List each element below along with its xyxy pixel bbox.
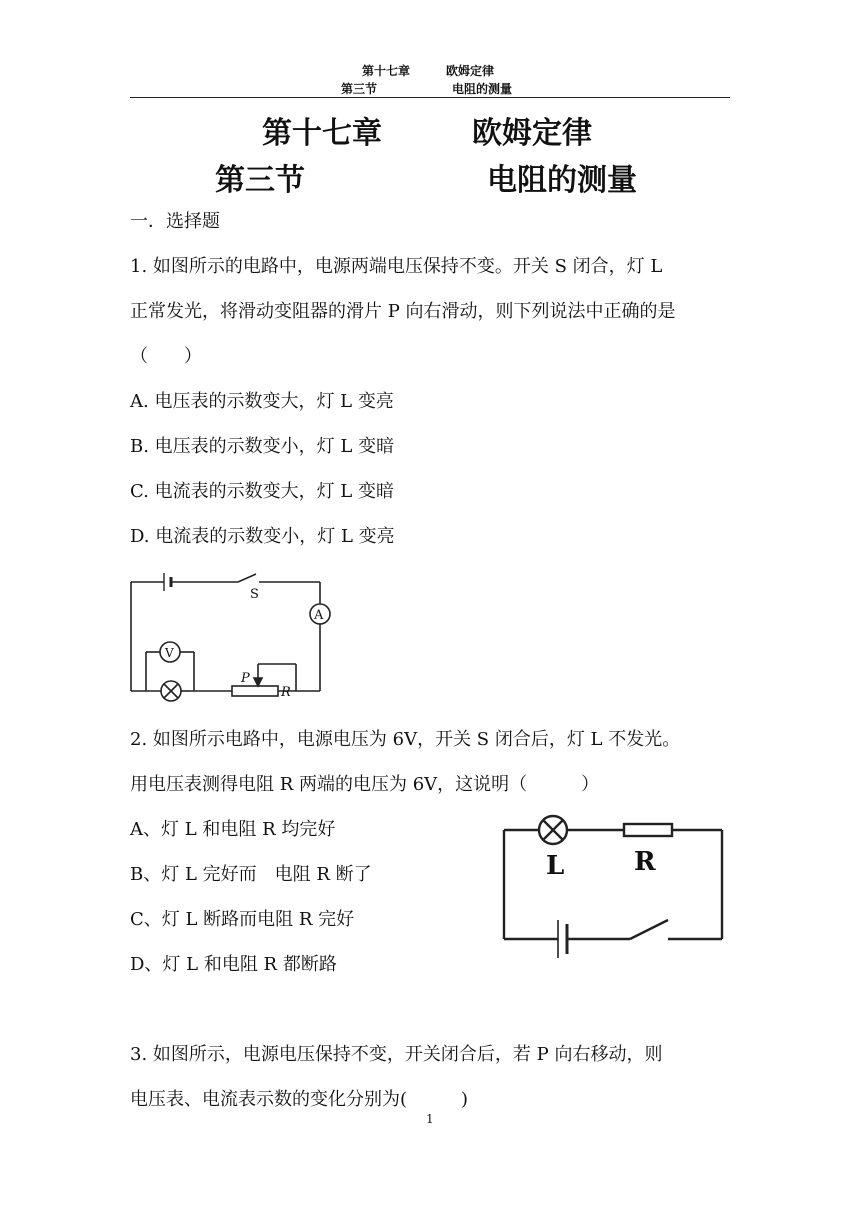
q2-option-d: D、灯 L 和电阻 R 都断路	[130, 954, 337, 975]
q1-option-c: C. 电流表的示数变大，灯 L 变暗	[130, 481, 394, 502]
q1-stem-line-2: 正常发光，将滑动变阻器的滑片 P 向右滑动，则下列说法中正确的是	[130, 301, 676, 322]
q2-stem-line-2: 用电压表测得电阻 R 两端的电压为 6V，这说明（ ）	[130, 774, 600, 795]
q2-label-r: R	[634, 847, 656, 877]
title-section: 第三节	[215, 163, 305, 198]
q1-option-b: B. 电压表的示数变小，灯 L 变暗	[130, 436, 395, 457]
title-chapter-name: 欧姆定律	[472, 116, 592, 151]
q2-circuit-figure	[500, 812, 728, 960]
q1-stem-line-3: （ ）	[130, 346, 202, 367]
q2-option-a: A、灯 L 和电阻 R 均完好	[130, 819, 336, 840]
q2-option-c: C、灯 L 断路而电阻 R 完好	[130, 909, 355, 930]
q1-circuit-figure	[128, 570, 328, 702]
header-chapter: 第十七章	[362, 64, 411, 78]
q1-label-v: V	[165, 646, 174, 660]
header-rule	[130, 97, 730, 98]
q2-label-l: L	[546, 851, 565, 881]
q1-stem-line-1: 1. 如图所示的电路中，电源两端电压保持不变。开关 S 闭合，灯 L	[130, 256, 663, 277]
q3-stem-line-2: 电压表、电流表示数的变化分别为( )	[130, 1089, 469, 1110]
header-chapter-name: 欧姆定律	[446, 64, 495, 78]
header-section: 第三节	[341, 82, 378, 96]
q1-option-a: A. 电压表的示数变大，灯 L 变亮	[130, 391, 394, 412]
q1-label-s: S	[250, 587, 259, 602]
page-number: 1	[426, 1112, 434, 1126]
header-section-name: 电阻的测量	[452, 82, 513, 96]
q1-label-p: P	[241, 671, 250, 686]
q1-label-a: A	[314, 608, 324, 623]
title-chapter: 第十七章	[262, 116, 382, 151]
section-heading: 一．选择题	[130, 211, 220, 232]
title-section-name: 电阻的测量	[487, 163, 637, 198]
q1-label-r: R	[281, 685, 291, 700]
q1-option-d: D. 电流表的示数变小，灯 L 变亮	[130, 526, 395, 547]
q2-stem-line-1: 2. 如图所示电路中，电源电压为 6V，开关 S 闭合后，灯 L 不发光。	[130, 729, 681, 750]
q2-option-b: B、灯 L 完好而 电阻 R 断了	[130, 864, 372, 885]
q3-stem-line-1: 3. 如图所示，电源电压保持不变，开关闭合后，若 P 向右移动，则	[130, 1044, 663, 1065]
